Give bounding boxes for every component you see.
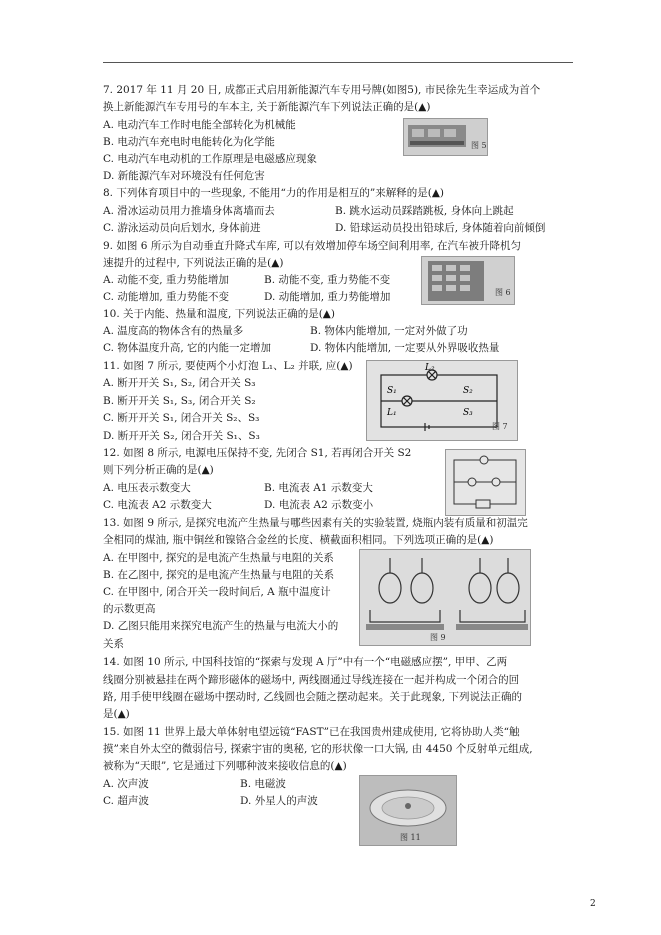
q9-option-c: C. 动能增加, 重力势能不变 (103, 291, 230, 303)
q14-line1: 14. 如图 10 所示, 中国科技馆的“探索与发现 A 厅”中有一个“电磁感应摆”, 甲甲、乙两 (103, 656, 508, 668)
q10-option-c: C. 物体温度升高, 它的内能一定增加 (103, 342, 272, 354)
q13-option-b: B. 在乙图中, 探究的是电流产生热量与电阻的关系 (103, 569, 335, 581)
q10-stem: 10. 关于内能、热量和温度, 下列说法正确的是(▲) (103, 308, 335, 320)
q13-stem-line2: 全相同的煤油, 瓶中铜丝和镍铬合金丝的长度、横截面积相同。下列选项正确的是(▲) (103, 534, 494, 546)
q7-option-c: C. 电动汽车电动机的工作原理是电磁感应现象 (103, 153, 317, 165)
q12-stem-line2: 则下列分析正确的是(▲) (103, 464, 214, 476)
q13-stem-line1: 13. 如图 9 所示, 是探究电流产生热量与哪些因素有关的实验装置, 烧瓶内装有质量和初温完 (103, 517, 528, 529)
q15-option-d: D. 外星人的声波 (240, 795, 318, 807)
figure-6-caption: 图 6 (495, 288, 511, 297)
q12-option-b: B. 电流表 A1 示数变大 (264, 482, 373, 494)
q15-option-a: A. 次声波 (103, 778, 149, 790)
q9-option-a: A. 动能不变, 重力势能增加 (103, 274, 229, 286)
q7-option-a: A. 电动汽车工作时电能全部转化为机械能 (103, 119, 296, 131)
q10-option-a: A. 温度高的物体含有的热量多 (103, 325, 244, 337)
fig7-label-s1: S₁ (387, 386, 397, 396)
figure-5-caption: 图 5 (471, 141, 487, 150)
q12-stem-line1: 12. 如图 8 所示, 电源电压保持不变, 先闭合 S1, 若再闭合开关 S2 (103, 447, 412, 459)
q11-option-b: B. 断开开关 S₁, S₃, 闭合开关 S₂ (103, 395, 256, 407)
figure-8-circuit (445, 449, 526, 516)
q14-line3: 路, 用手使甲线圈在磁场中摆动时, 乙线圆也会随之摆动起来。关于此现象, 下列说法正确的 (103, 691, 523, 703)
q9-stem-line2: 速提升的过程中, 下列说法正确的是(▲) (103, 257, 284, 269)
q11-option-c: C. 断开开关 S₁, 闭合开关 S₂、S₃ (103, 412, 260, 424)
page-number: 2 (590, 899, 596, 909)
q13-option-d-line1: D. 乙图只能用来探究电流产生的热量与电流大小的 (103, 620, 339, 632)
q13-option-c-line2: 的示数更高 (103, 603, 156, 615)
q7-stem-line1: 7. 2017 年 11 月 20 日, 成都正式启用新能源汽车专用号牌(如图5), 市民徐先生幸运成为首个 (103, 84, 541, 96)
q9-option-d: D. 动能增加, 重力势能增加 (264, 291, 391, 303)
fig7-label-s2: S₂ (463, 386, 473, 396)
q8-option-d: D. 铅球运动员投出铅球后, 身体随着向前倾倒 (335, 222, 546, 234)
q12-option-d: D. 电流表 A2 示数变小 (264, 499, 374, 511)
q13-option-a: A. 在甲图中, 探究的是电流产生热量与电阻的关系 (103, 552, 334, 564)
q13-option-c-line1: C. 在甲图中, 闭合开关一段时间后, A 瓶中温度计 (103, 586, 331, 598)
fig7-label-s3: S₃ (463, 408, 473, 418)
fig7-label-l2: L₂ (425, 363, 435, 373)
figure-7-caption: 图 7 (492, 422, 508, 431)
q10-option-d: D. 物体内能增加, 一定要从外界吸收热量 (310, 342, 500, 354)
header-rule (103, 62, 573, 63)
q7-option-b: B. 电动汽车充电时电能转化为化学能 (103, 136, 275, 148)
q7-stem-line2: 换上新能源汽车专用号的车本主, 关于新能源汽车下列说法正确的是(▲) (103, 101, 431, 113)
q11-option-d: D. 断开开关 S₂, 闭合开关 S₁、S₃ (103, 430, 260, 442)
q9-option-b: B. 动能不变, 重力势能不变 (264, 274, 391, 286)
q14-line4: 是(▲) (103, 708, 130, 720)
q12-option-c: C. 电流表 A2 示数变大 (103, 499, 212, 511)
q14-line2: 线圈分别被悬挂在两个蹄形磁体的磁场中, 两线圈通过导线连接在一起并构成一个闭合的回 (103, 674, 520, 686)
q15-option-b: B. 电磁波 (240, 778, 286, 790)
q13-option-d-line2: 关系 (103, 638, 124, 650)
q15-line3: 被称为“天眼”, 它是通过下列哪种波来接收信息的(▲) (103, 760, 347, 772)
figure-9-caption: 图 9 (430, 633, 446, 642)
q8-option-a: A. 滑冰运动员用力推墙身体离墙而去 (103, 205, 275, 217)
q8-stem: 8. 下列体育项目中的一些现象, 不能用“力的作用是相互的”来解释的是(▲) (103, 187, 445, 199)
fig7-label-l1: L₁ (387, 408, 397, 418)
q10-option-b: B. 物体内能增加, 一定对外做了功 (310, 325, 468, 337)
q15-line2: 摸”来自外太空的微弱信号, 探索宇宙的奥秘, 它的形状像一口大锅, 由 4450 个反射单元组成, (103, 743, 533, 755)
q11-stem: 11. 如图 7 所示, 要使两个小灯泡 L₁、L₂ 并联, 应(▲) (103, 360, 353, 372)
q15-line1: 15. 如图 11 世界上最大单体射电望远镜“FAST”已在我国贵州建成使用, 它将协助人类“触 (103, 726, 520, 738)
q12-option-a: A. 电压表示数变大 (103, 482, 191, 494)
q11-option-a: A. 断开开关 S₁, S₂, 闭合开关 S₃ (103, 377, 256, 389)
q7-option-d: D. 新能源汽车对环境没有任何危害 (103, 170, 265, 182)
q8-option-b: B. 跳水运动员踩踏跳板, 身体向上跳起 (335, 205, 514, 217)
q9-stem-line1: 9. 如图 6 所示为自动垂直升降式车库, 可以有效增加停车场空间利用率, 在汽车被升降机匀 (103, 240, 522, 252)
q8-option-c: C. 游泳运动员向后划水, 身体前进 (103, 222, 261, 234)
q15-option-c: C. 超声波 (103, 795, 149, 807)
figure-11-caption: 图 11 (400, 833, 421, 842)
